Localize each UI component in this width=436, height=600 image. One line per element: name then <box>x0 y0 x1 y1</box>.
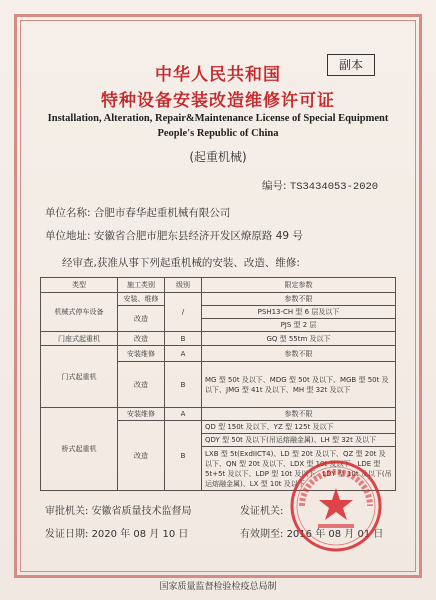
approval-statement: 经审查,获准从事下列起重机械的安装、改造、维修: <box>62 257 300 269</box>
title-line-2: 特种设备安装改造维修许可证 <box>101 91 335 111</box>
header-limit: 限定参数 <box>202 278 396 293</box>
cell-level: B <box>165 362 202 408</box>
cell-level: A <box>165 408 202 421</box>
english-title-line-2: People's Republic of China <box>157 128 279 139</box>
cell-type: 机械式停车设备 <box>41 293 118 332</box>
cell-limit: 参数不限 <box>202 293 396 306</box>
table-header-row <box>41 278 396 293</box>
official-seal-icon <box>288 458 384 554</box>
cell-limit: 参数不限 <box>202 346 396 362</box>
cell-level: B <box>165 421 202 491</box>
unit-name-row <box>45 205 230 220</box>
cell-limit: PJS 型 2 层 <box>202 319 396 332</box>
cell-category: 改造 <box>118 362 165 408</box>
approving-authority-label: 审批机关: <box>45 506 89 517</box>
header-level: 级别 <box>165 278 202 293</box>
issuing-authority-row <box>240 502 283 517</box>
cell-category: 安装维修 <box>118 408 165 421</box>
unit-address-row <box>45 228 303 243</box>
cell-category: 安装维修 <box>118 346 165 362</box>
cell-category: 改造 <box>118 421 165 491</box>
cell-limit: LXB 型 5t(ExdIICT4)、LD 型 20t 及以下、QZ 型 20t 及以下、QN 型 20t 及以下、LDX 型 10t 及以下、LDE 型 5t+5t 及以下、LDP 型 10t 及以下、LDY 型 10t 及以下(吊运熔融金属)、LX 型 10t 及以下 <box>202 447 396 491</box>
unit-address-value: 安徽省合肥市肥东县经济开发区燎原路 49 号 <box>93 230 303 242</box>
license-number-value: TS3434053-2020 <box>289 181 379 193</box>
cell-category: 改造 <box>118 306 165 332</box>
table-row <box>41 408 396 421</box>
unit-name-label: 单位名称: <box>45 207 91 219</box>
copy-label-box: 副本 <box>327 54 375 76</box>
equipment-category: (起重机械) <box>189 150 247 164</box>
table-row <box>41 346 396 362</box>
unit-address-label: 单位地址: <box>45 230 91 242</box>
cell-limit: MG 型 50t 及以下、MDG 型 50t 及以下、MGB 型 50t 及以下、JMG 型 41t 及以下、MH 型 32t 及以下 <box>202 362 396 408</box>
cell-limit: 参数不限 <box>202 408 396 421</box>
cell-limit: PSH13-CH 型 6 层及以下 <box>202 306 396 319</box>
cell-category: 安装、维修 <box>118 293 165 306</box>
cell-category: 改造 <box>118 332 165 346</box>
valid-until-value: 2016 年 08 月 01 日 <box>286 529 384 540</box>
cell-limit: QDY 型 50t 及以下(吊运熔融金属)、LH 型 32t 及以下 <box>202 434 396 447</box>
cell-level: / <box>165 293 202 332</box>
approving-authority-value: 安徽省质量技术监督局 <box>91 506 192 517</box>
cell-level: B <box>165 332 202 346</box>
cell-type: 门座式起重机 <box>41 332 118 346</box>
title-line-1: 中华人民共和国 <box>155 65 281 85</box>
header-category: 施工类别 <box>118 278 165 293</box>
footer-issuer: 国家质量监督检验检疫总局制 <box>159 582 277 592</box>
approving-authority-row <box>45 502 192 517</box>
issue-date-row <box>45 525 188 540</box>
header-type: 类型 <box>41 278 118 293</box>
cell-level: A <box>165 346 202 362</box>
unit-name-value: 合肥市春华起重机械有限公司 <box>93 207 231 219</box>
cell-limit: GQ 型 55tm 及以下 <box>202 332 396 346</box>
cell-type: 门式起重机 <box>41 346 118 408</box>
license-number-label: 编号: <box>262 180 287 192</box>
english-title-line-1: Installation, Alteration, Repair&Maintenance License of Special Equipment <box>47 113 389 124</box>
issue-date-value: 2020 年 08 月 10 日 <box>91 529 189 540</box>
valid-until-label: 有效期至: <box>240 529 284 540</box>
table-row <box>41 293 396 306</box>
table-row <box>41 332 396 346</box>
cell-type: 桥式起重机 <box>41 408 118 491</box>
license-number <box>262 178 378 193</box>
issue-date-label: 发证日期: <box>45 529 89 540</box>
issuing-authority-label: 发证机关: <box>240 506 284 517</box>
cell-limit: QD 型 150t 及以下、YZ 型 125t 及以下 <box>202 421 396 434</box>
